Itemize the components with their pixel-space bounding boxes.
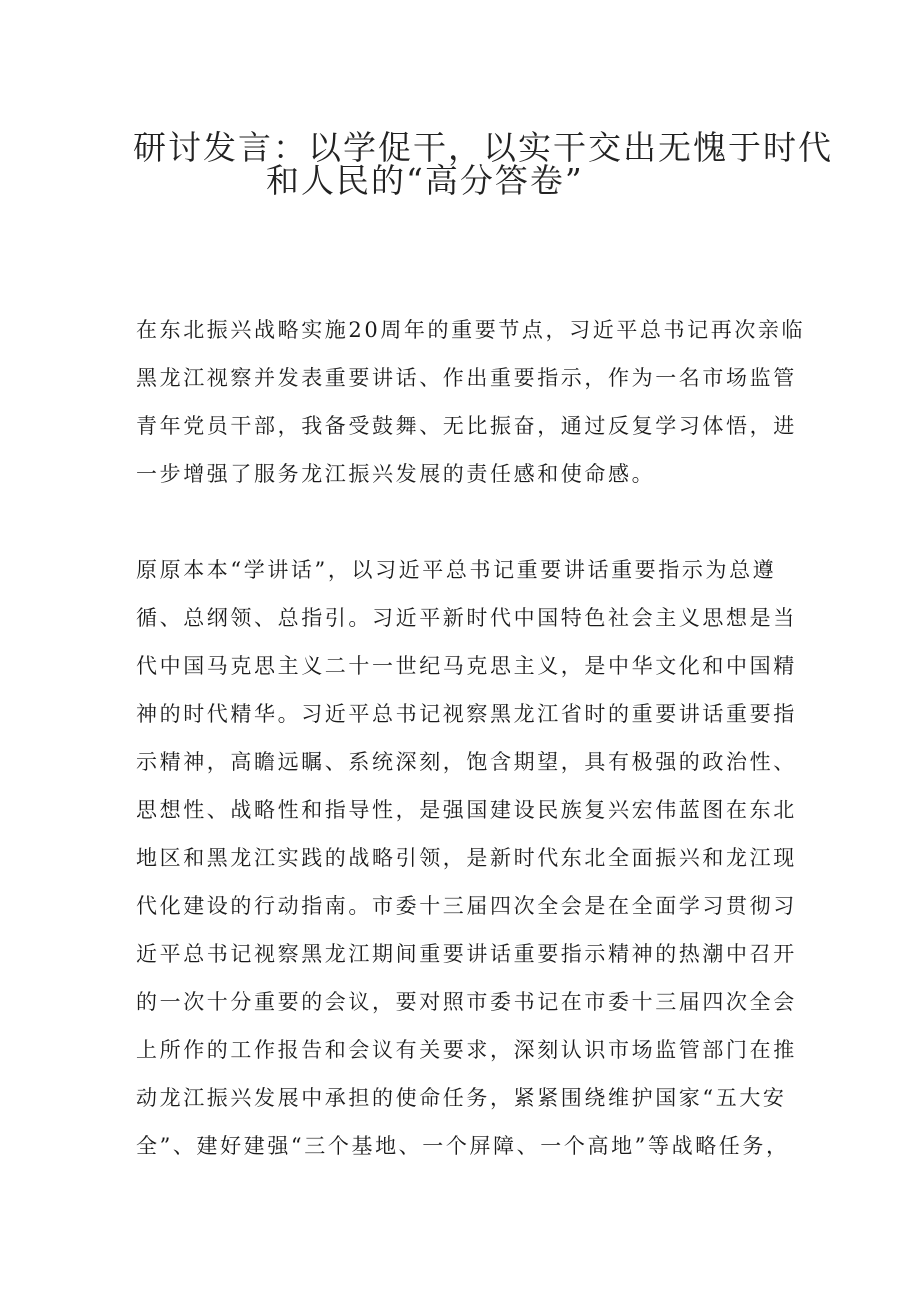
paragraph-line: 代中国马克思主义二十一世纪马克思主义，是中华文化和中国精 (136, 654, 797, 678)
paragraph-line: 近平总书记视察黑龙江期间重要讲话重要指示精神的热潮中召开 (136, 942, 797, 966)
paragraph-line: 在东北振兴战略实施20周年的重要节点，习近平总书记再次亲临 (136, 318, 806, 342)
document-title-line-2: 和人民的“高分答卷” (266, 161, 584, 200)
paragraph-line: 原原本本“学讲话”，以习近平总书记重要讲话重要指示为总遵 (136, 558, 777, 582)
paragraph-intro (136, 306, 806, 498)
paragraph-line: 上所作的工作报告和会议有关要求，深刻认识市场监管部门在推 (136, 1038, 797, 1062)
paragraph-line: 地区和黑龙江实践的战略引领，是新时代东北全面振兴和龙江现 (136, 846, 797, 870)
paragraph-line: 示精神，高瞻远瞩、系统深刻，饱含期望，具有极强的政治性、 (136, 750, 797, 774)
paragraph-line: 代化建设的行动指南。市委十三届四次全会是在全面学习贯彻习 (136, 894, 797, 918)
paragraph-line: 思想性、战略性和指导性，是强国建设民族复兴宏伟蓝图在东北 (136, 798, 797, 822)
paragraph-study-speech (136, 546, 797, 1170)
paragraph-line: 黑龙江视察并发表重要讲话、作出重要指示，作为一名市场监管 (136, 366, 797, 390)
paragraph-line: 的一次十分重要的会议，要对照市委书记在市委十三届四次全会 (136, 990, 797, 1014)
paragraph-line: 循、总纲领、总指引。习近平新时代中国特色社会主义思想是当 (136, 606, 797, 630)
document-title-line-1: 研讨发言：以学促干，以实干交出无愧于时代 (133, 128, 833, 167)
paragraph-line: 青年党员干部，我备受鼓舞、无比振奋，通过反复学习体悟，进 (136, 414, 797, 438)
paragraph-line: 神的时代精华。习近平总书记视察黑龙江省时的重要讲话重要指 (136, 702, 797, 726)
paragraph-line: 全”、建好建强“三个基地、一个屏障、一个高地”等战略任务， (136, 1134, 790, 1158)
paragraph-line: 动龙江振兴发展中承担的使命任务，紧紧围绕维护国家“五大安 (136, 1086, 787, 1110)
paragraph-line: 一步增强了服务龙江振兴发展的责任感和使命感。 (136, 462, 656, 486)
